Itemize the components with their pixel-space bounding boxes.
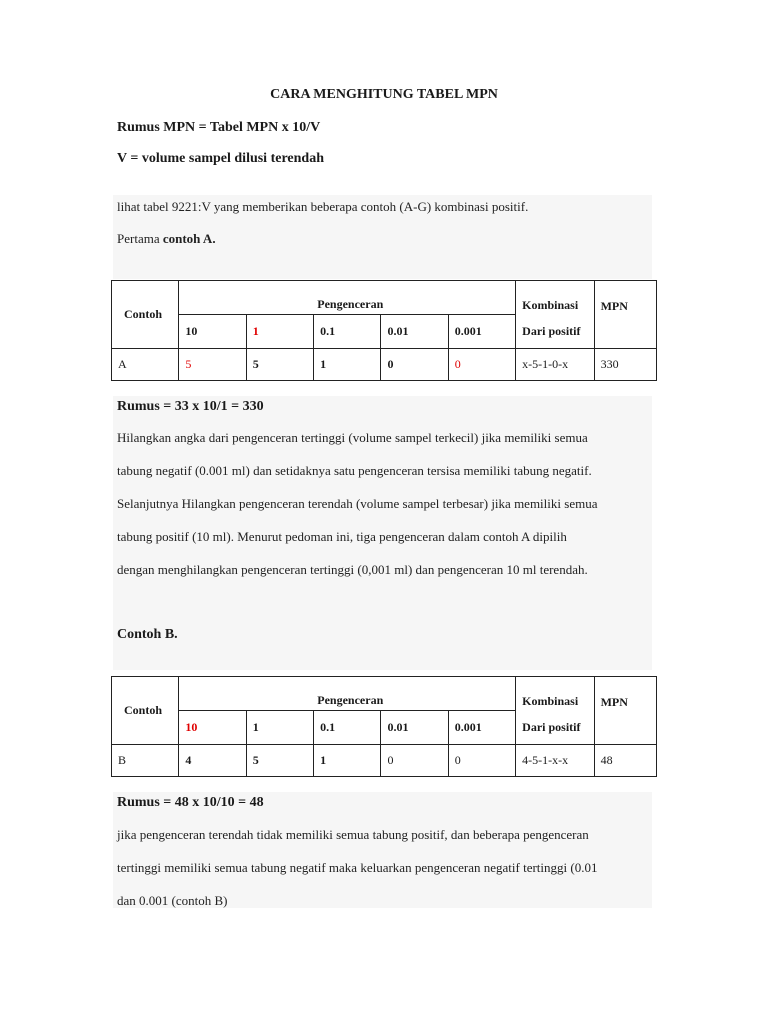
- table-cell: 4: [179, 745, 246, 777]
- dilution-header: 1: [246, 315, 313, 349]
- first-example-prefix: Pertama: [117, 231, 163, 246]
- v-definition: V = volume sampel dilusi terendah: [117, 151, 324, 166]
- paragraph-line: tabung positif (10 ml). Menurut pedoman ini, tiga pengenceran dalam contoh A dipilih: [117, 529, 567, 544]
- formula-line: Rumus MPN = Tabel MPN x 10/V: [117, 120, 321, 135]
- mpn-table-a: [111, 280, 657, 381]
- table-cell: 5: [246, 349, 313, 381]
- header-mpn: MPN: [594, 677, 656, 745]
- paragraph-line: tabung negatif (0.001 ml) dan setidaknya satu pengenceran tersisa memiliki tabung negatif.: [117, 463, 592, 478]
- rumus-a: Rumus = 33 x 10/1 = 330: [117, 399, 264, 414]
- mpn-table-b: [111, 676, 657, 777]
- table-cell: 5: [246, 745, 313, 777]
- table-cell: A: [112, 349, 179, 381]
- dilution-header: 0.01: [381, 711, 448, 745]
- paragraph-line: dengan menghilangkan pengenceran tertinggi (0,001 ml) dan pengenceran 10 ml terendah.: [117, 562, 588, 577]
- header-contoh: Contoh: [112, 281, 179, 349]
- page-title: CARA MENGHITUNG TABEL MPN: [270, 87, 498, 102]
- paragraph-line: jika pengenceran terendah tidak memiliki semua tabung positif, dan beberapa pengenceran: [117, 827, 589, 842]
- dilution-header: 0.1: [314, 711, 381, 745]
- dilution-header: 0.1: [314, 315, 381, 349]
- table-cell: 1: [314, 349, 381, 381]
- table-cell: 5: [179, 349, 246, 381]
- table-cell: 48: [594, 745, 656, 777]
- paragraph-line: dan 0.001 (contoh B): [117, 893, 228, 908]
- dilution-header: 1: [246, 711, 313, 745]
- paragraph-line: tertinggi memiliki semua tabung negatif maka keluarkan pengenceran negatif tertinggi (0.01: [117, 860, 598, 875]
- table-cell: 4-5-1-x-x: [516, 745, 594, 777]
- header-dari-positif: Dari positif: [516, 315, 594, 349]
- header-pengenceran: Pengenceran: [179, 677, 516, 711]
- dilution-header: 10: [179, 315, 246, 349]
- first-example-label: contoh A.: [162, 231, 216, 246]
- paragraph-line: Selanjutnya Hilangkan pengenceran terendah (volume sampel terbesar) jika memiliki semua: [117, 496, 598, 511]
- dilution-header: 0.001: [448, 315, 515, 349]
- dilution-header: 10: [179, 711, 246, 745]
- table-cell: B: [112, 745, 179, 777]
- header-dari-positif: Dari positif: [516, 711, 594, 745]
- table-cell: 0: [381, 745, 448, 777]
- table-cell: 0: [448, 349, 515, 381]
- header-mpn: MPN: [594, 281, 656, 349]
- header-contoh: Contoh: [112, 677, 179, 745]
- header-pengenceran: Pengenceran: [179, 281, 516, 315]
- explanation-a: [117, 421, 652, 586]
- header-kombinasi: Kombinasi: [516, 677, 594, 711]
- dilution-header: 0.01: [381, 315, 448, 349]
- table-cell: 0: [448, 745, 515, 777]
- explanation-b: [117, 818, 652, 917]
- first-example-line: [117, 231, 216, 247]
- rumus-b: Rumus = 48 x 10/10 = 48: [117, 795, 264, 810]
- table-cell: 0: [381, 349, 448, 381]
- dilution-header: 0.001: [448, 711, 515, 745]
- table-cell: 1: [314, 745, 381, 777]
- header-kombinasi: Kombinasi: [516, 281, 594, 315]
- table-cell: x-5-1-0-x: [516, 349, 594, 381]
- paragraph-line: Hilangkan angka dari pengenceran tertinggi (volume sampel terkecil) jika memiliki semua: [117, 430, 588, 445]
- table-cell: 330: [594, 349, 656, 381]
- contoh-b-heading: Contoh B.: [117, 627, 178, 642]
- intro-text: lihat tabel 9221:V yang memberikan beberapa contoh (A-G) kombinasi positif.: [117, 199, 529, 214]
